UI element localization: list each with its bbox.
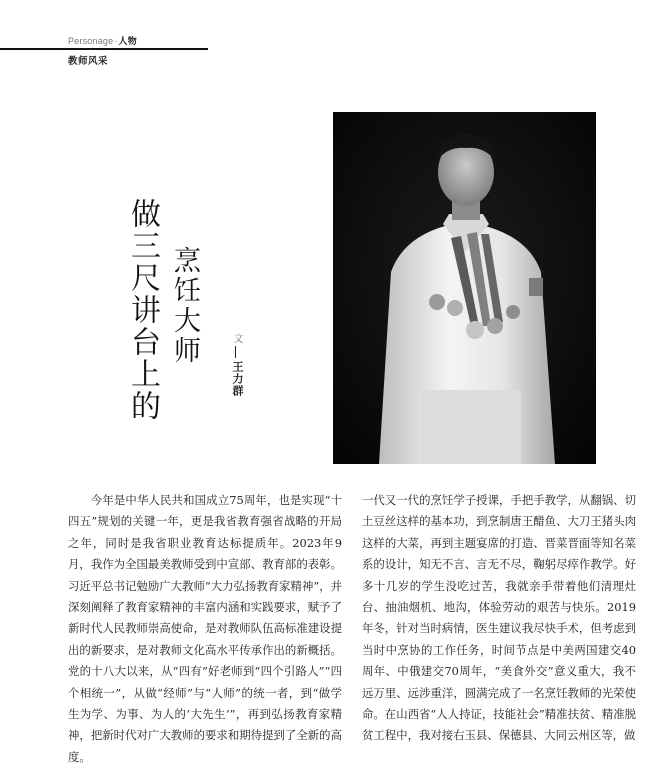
- medal-4: [487, 318, 503, 334]
- portrait-illustration: [333, 112, 596, 464]
- portrait-photo: [333, 112, 596, 464]
- column-name: 教师风采: [68, 56, 109, 67]
- chest-badge: [529, 278, 543, 296]
- crossed-arms: [421, 390, 521, 464]
- medal-3: [466, 321, 484, 339]
- author-name: 王力群: [231, 361, 243, 397]
- medal-1: [429, 294, 445, 310]
- byline-prefix: 文: [231, 333, 242, 343]
- medal-2: [447, 300, 463, 316]
- section-label-en: Personage: [68, 36, 114, 46]
- article-title-main: 做三尺讲台上的: [125, 198, 160, 422]
- section-separator: ·: [114, 36, 118, 46]
- header-rule: [0, 48, 208, 50]
- byline: [229, 333, 245, 397]
- body-paragraph-right: 一代又一代的烹饪学子授课，手把手教学，从翻锅、切土豆丝这样的基本功，到烹制唐王醋鱼、大刀王猪头肉这样的大菜，再到主题宴席的打造、晋菜晋面等知名菜系的设计，知无不言、言无不尽，鞠躬尽瘁作教学。好多十几岁的学生没吃过苦，我就亲手带着他们清理灶台、抽油烟机、地沟，体验劳动的艰苦与快乐。2019年冬，针对当时病情，医生建议我尽快手术，但考虑到当时中烹协的工作任务，时间节点是中美两国建交40周年、中俄建交70周年，“美食外交”意义重大，我不远万里、远涉重洋，圆满完成了一名烹饪教师的光荣使命。在山西省“人人持证，技能社会”精准扶贫、精准脱贫工程中，我对接右玉县、保德县、大同云州区等，做: [362, 493, 636, 743]
- body-paragraph-left: 今年是中华人民共和国成立75周年，也是实现“十四五”规划的关键一年，更是我省教育强省战略的开局之年，同时是我省职业教育达标提质年。2023年9月，我作为全国最美教师受到中宣部、教育部的表彰。习近平总书记勉励广大教师“大力弘扬教育家精神”，并深刻阐释了教育家精神的丰富内涵和实践要求，赋予了新时代人民教师崇高使命，是对教师队伍高标准建设提出的新要求，是对教师文化高水平传承作出的新概括。党的十八大以来，从“四有”好老师到“四个引路人”“四个相统一”，从做“经师”与“人师”的统一者，到“做学生为学、为事、为人的‘大先生’”，再到弘扬教育家精神，把新时代对广大教师的要求和期待提到了全新的高度。: [68, 493, 342, 764]
- medal-5: [506, 305, 520, 319]
- article-title-sub: 烹饪大师: [169, 246, 200, 366]
- byline-dash: [235, 346, 236, 358]
- section-header: [68, 34, 148, 67]
- section-label-cn: 人物: [118, 36, 137, 46]
- section-label: [68, 34, 148, 47]
